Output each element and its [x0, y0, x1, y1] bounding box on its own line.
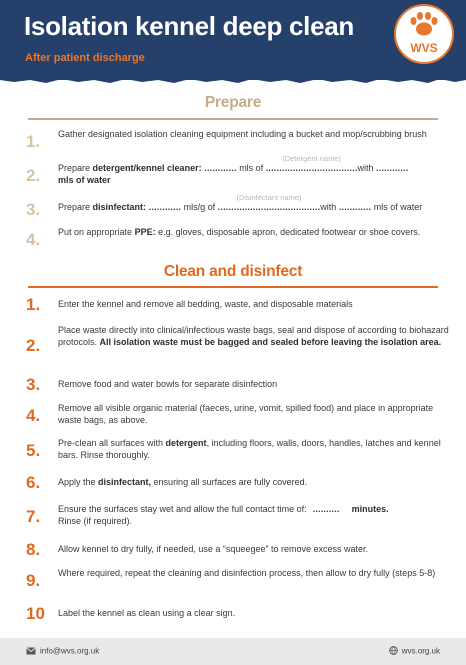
- step-number: 4.: [26, 406, 41, 425]
- step-text: Gather designated isolation cleaning equipment including a bucket and mop/scrubbing brush: [58, 129, 427, 139]
- torn-edge: [0, 76, 466, 86]
- step-number: 2.: [26, 166, 41, 185]
- step-number: 1.: [26, 132, 41, 151]
- paw-icon: [396, 6, 452, 62]
- footer-email[interactable]: [26, 646, 99, 655]
- step-number: 4.: [26, 230, 41, 249]
- fill-blank[interactable]: ..........: [312, 504, 340, 514]
- step-text: Where required, repeat the cleaning and disinfection process, then allow to dry fully (steps 5-8): [58, 568, 436, 578]
- prepare-divider: [28, 118, 438, 120]
- step-text: Put on appropriate PPE: e.g. gloves, disposable apron, dedicated footwear or shoe covers.: [58, 227, 421, 237]
- fill-blank[interactable]: ............: [146, 202, 182, 212]
- step-number: 3.: [26, 200, 41, 219]
- fill-blank[interactable]: ............: [376, 163, 409, 173]
- fill-blank[interactable]: ..................................: [265, 163, 358, 173]
- fill-blank[interactable]: ............: [201, 163, 237, 173]
- step-number: 10: [26, 604, 45, 623]
- step-number: 3.: [26, 375, 41, 394]
- footer-bar: [0, 638, 466, 665]
- footer-website[interactable]: [389, 646, 440, 655]
- fill-blank[interactable]: ......................................: [217, 202, 321, 212]
- placeholder-label: (Disinfectant name): [236, 193, 302, 202]
- page-title: Isolation kennel deep clean: [24, 11, 355, 41]
- mail-icon: [26, 647, 36, 655]
- step-text: Enter the kennel and remove all bedding, waste, and disposable materials: [58, 299, 353, 309]
- globe-icon: [389, 646, 398, 655]
- step-number: 9.: [26, 571, 41, 590]
- step-text: Prepare detergent/kennel cleaner: ............ mls of (Detergent name) ..................................with ............ mls of water: [58, 154, 409, 185]
- step-text: Remove all visible organic material (faeces, urine, vomit, spilled food) and place in appropriate waste bags, as above.: [58, 403, 434, 425]
- step-text: Pre-clean all surfaces with detergent, including floors, walls, doors, handles, latches and kennel bars. Rinse thoroughly.: [58, 438, 441, 460]
- wvs-logo: [394, 4, 454, 64]
- website-text[interactable]: wvs.org.uk: [401, 646, 440, 656]
- step-number: 8.: [26, 540, 41, 559]
- clean-heading: Clean and disinfect: [163, 263, 303, 280]
- step-number: 6.: [26, 473, 41, 492]
- logo-text: WVS: [410, 41, 438, 55]
- step-text: Ensure the surfaces stay wet and allow the full contact time of: .......... minutes. Rinse (if required).: [58, 504, 389, 526]
- step-number: 1.: [26, 295, 41, 314]
- email-text[interactable]: info@wvs.org.uk: [40, 646, 100, 656]
- step-text: Place waste directly into clinical/infectious waste bags, seal and dispose of according to biohazard protocols. All isolation waste must be bagged and sealed before leaving the isolation area.: [58, 325, 449, 347]
- step-text: Prepare disinfectant: ............ mls/g of (Disinfectant name) ......................................with ............ mls of water: [58, 193, 423, 212]
- header-banner: [0, 0, 466, 80]
- prepare-heading: Prepare: [204, 94, 262, 111]
- placeholder-label: (Detergent name): [282, 154, 341, 163]
- step-text: Remove food and water bowls for separate disinfection: [58, 379, 278, 389]
- fill-blank[interactable]: ............: [338, 202, 372, 212]
- step-text: Apply the disinfectant, ensuring all surfaces are fully covered.: [58, 477, 308, 487]
- page-subtitle: After patient discharge: [25, 52, 145, 64]
- step-text: Allow kennel to dry fully, if needed, use a “squeegee” to remove excess water.: [58, 544, 368, 554]
- step-number: 7.: [26, 507, 41, 526]
- step-text: Label the kennel as clean using a clear sign.: [58, 608, 236, 618]
- step-number: 5.: [26, 441, 41, 460]
- clean-divider: [28, 286, 438, 288]
- step-number: 2.: [26, 336, 41, 355]
